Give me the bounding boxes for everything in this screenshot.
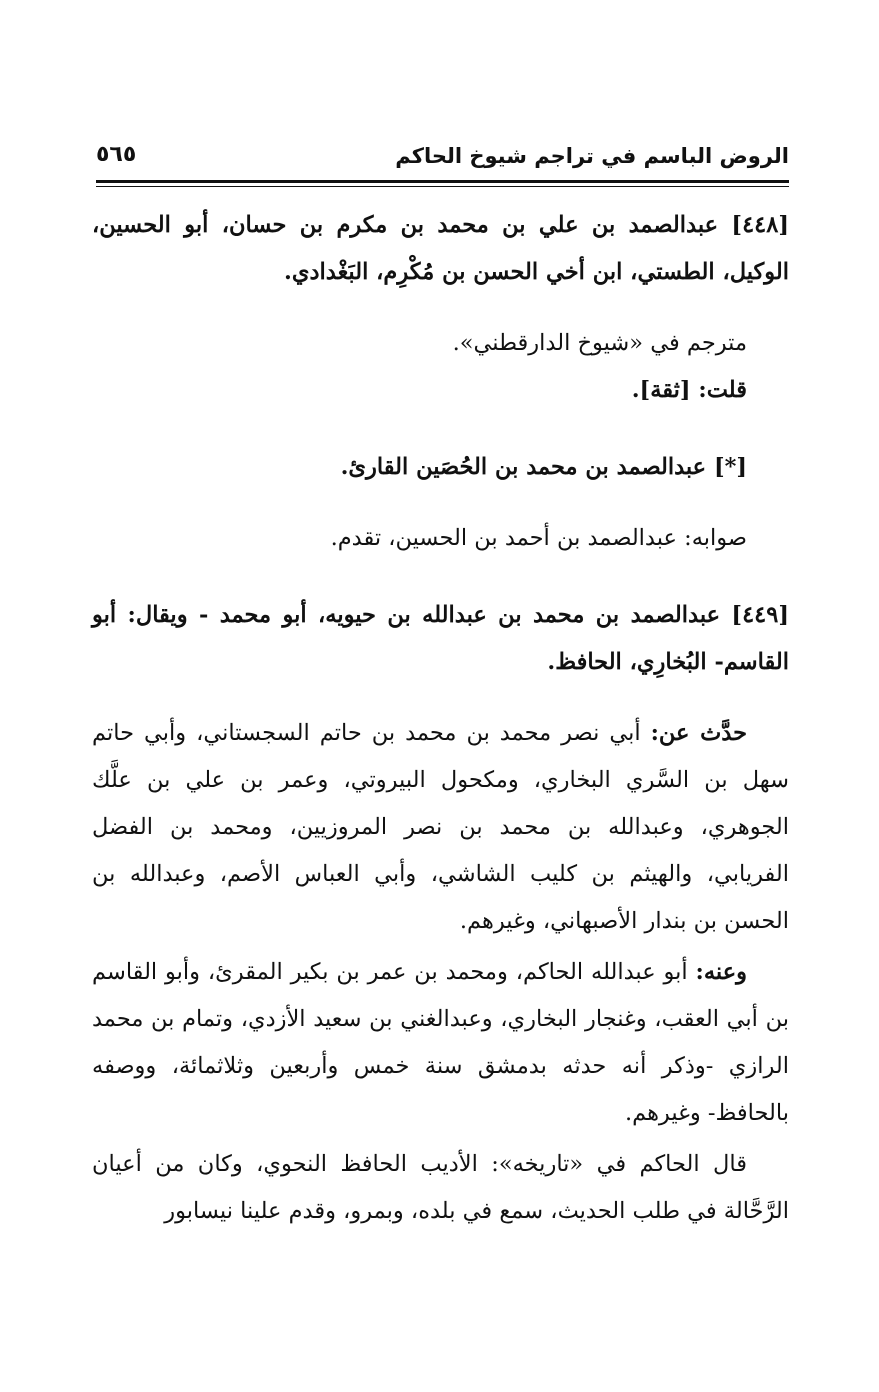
header-rule-thick [96,180,789,183]
running-header [96,140,789,176]
entry-449-heading: [٤٤٩] عبدالصمد بن محمد بن عبدالله بن حيويه، أبو محمد - ويقال: أبو القاسم- البُخارِي، الحافظ. [92,602,789,675]
narrators-text: أبو عبدالله الحاكم، ومحمد بن عمر بن بكير المقرئ، وأبو القاسم بن أبي العقب، وغنجار البخاري، وعبدالغني بن سعيد الأزدي، وتمام بن محمد الرازي -وذكر أنه حدثه بدمشق سنة خمس وأربعين وثلاثمائة، ووصفه بالحافظ- وغيرهم. [92,959,789,1126]
running-title: الروض الباسم في تراجم شيوخ الحاكم [395,144,789,168]
entry-star-correction: صوابه: عبدالصمد بن أحمد بن الحسين، تقدم. [330,525,747,551]
entry-449-narrators [92,949,789,1137]
page-number: ٥٦٥ [96,142,137,167]
narrated-from-text: أبي نصر محمد بن محمد بن حاتم السجستاني، وأبي حاتم سهل بن السَّري البخاري، ومكحول البيروتي، وعمر بن علي بن علَّك الجوهري، وعبدالله بن محمد بن نصر المروزيين، ومحمد بن الفضل الفريابي، والهيثم بن كليب الشاشي، وأبي العباس الأصم، وعبدالله بن الحسن بن بندار الأصبهاني، وغيرهم. [92,720,789,934]
narrated-from-label: حدَّث عن: [650,720,748,746]
entry-449-narrated-from [92,710,789,945]
narrators-label: وعنه: [695,959,747,985]
entry-star-heading: [*] عبدالصمد بن محمد بن الحُصَين القارئ. [340,454,747,480]
entry-449-hakim-quote: قال الحاكم في «تاريخه»: الأديب الحافظ النحوي، وكان من أعيان الرَّحَّالة في طلب الحديث، سمع في بلده، وبمرو، وقدم علينا نيسابور [92,1151,789,1224]
body-text [92,202,789,1235]
entry-448-note: قلت: [ثقة]. [631,377,747,403]
header-rule-thin [96,186,789,187]
entry-448-heading: [٤٤٨] عبدالصمد بن علي بن محمد بن مكرم بن حسان، أبو الحسين، الوكيل، الطستي، ابن أخي الحسن بن مُكْرِم، البَغْدادي. [92,212,789,285]
entry-448-translated-in: مترجم في «شيوخ الدارقطني». [452,330,747,356]
